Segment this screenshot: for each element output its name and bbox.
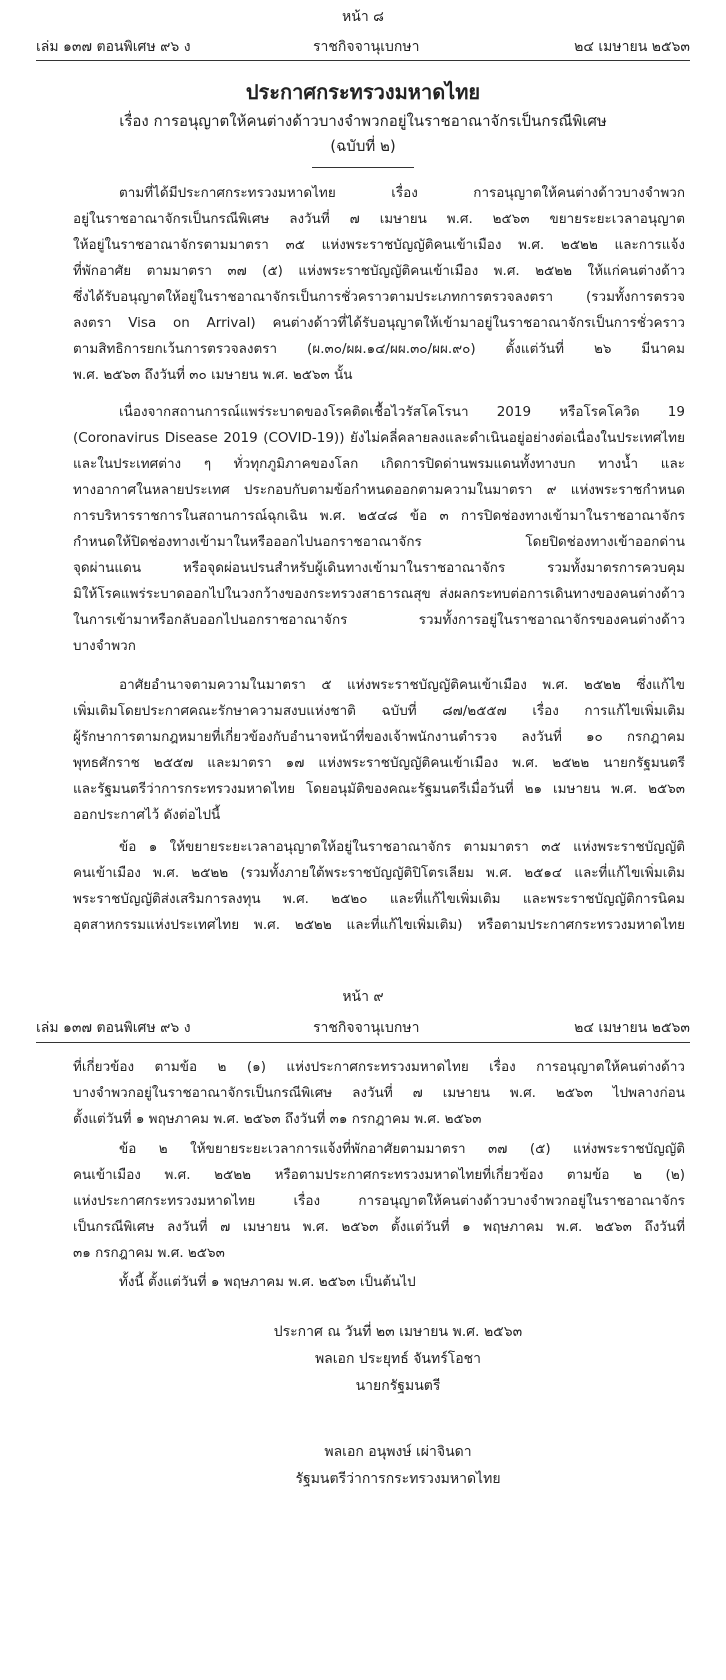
announcement-subject: เรื่อง การอนุญาตให้คนต่างด้าวบางจำพวกอยู่ในราชอาณาจักรเป็นกรณีพิเศษ [119,112,607,130]
signatory-name-2: พลเอก อนุพงษ์ เผ่าจินดา [324,1444,472,1460]
body-line: เนื่องจากสถานการณ์แพร่ระบาดของโรคติดเชื้อไวรัสโคโรนา 2019 หรือโรคโควิด 19 [119,404,685,420]
header-volume: เล่ม ๑๓๗ ตอนพิเศษ ๙๖ ง [36,1020,191,1036]
header-gazette-name: ราชกิจจานุเบกษา [313,1020,420,1036]
body-line: กำหนดให้ปิดช่องทางเข้ามาในหรือออกไปนอกราชอาณาจักร โดยปิดช่องทางเข้าออกด่าน [73,534,685,550]
body-line: และในประเทศต่าง ๆ ทั่วทุกภูมิภาคของโลก เกิดการปิดด่านพรมแดนทั้งทางบก ทางน้ำ และ [73,456,685,472]
body-line: การบริหารราชการในสถานการณ์ฉุกเฉิน พ.ศ. ๒๕๔๘ ข้อ ๓ การปิดช่องทางเข้ามาในราชอาณาจักร [73,508,685,524]
body-line: ตามสิทธิการยกเว้นการตรวจลงตรา (ผ.๓๐/ผผ.๑๔/ผผ.๓๐/ผผ.๙๐) ตั้งแต่วันที่ ๒๖ มีนาคม [73,341,685,357]
signatory-title-1: นายกรัฐมนตรี [355,1378,441,1394]
signatory-name-1: พลเอก ประยุทธ์ จันทร์โอชา [314,1351,482,1367]
header-gazette-name: ราชกิจจานุเบกษา [313,39,420,55]
body-line: ข้อ ๒ ให้ขยายระยะเวลาการแจ้งที่พักอาศัยตามมาตรา ๓๗ (๕) แห่งพระราชบัญญัติ [119,1141,685,1157]
signatory-title-2: รัฐมนตรีว่าการกระทรวงมหาดไทย [295,1471,501,1487]
body-line: ข้อ ๑ ให้ขยายระยะเวลาอนุญาตให้อยู่ในราชอาณาจักร ตามมาตรา ๓๕ แห่งพระราชบัญญัติ [119,839,685,855]
body-line: ตามที่ได้มีประกาศกระทรวงมหาดไทย เรื่อง การอนุญาตให้คนต่างด้าวบางจำพวก [119,185,685,201]
header-date: ๒๔ เมษายน ๒๕๖๓ [574,1020,690,1036]
gazette-page-9 [0,986,726,1680]
body-line: และรัฐมนตรีว่าการกระทรวงมหาดไทย โดยอนุมัติของคณะรัฐมนตรีเมื่อวันที่ ๒๑ เมษายน พ.ศ. ๒๕๖๓ [73,781,685,797]
announcement-title: ประกาศกระทรวงมหาดไทย [245,80,481,104]
header-divider [36,1042,690,1043]
header-volume: เล่ม ๑๓๗ ตอนพิเศษ ๙๖ ง [36,39,191,55]
body-line: แห่งประกาศกระทรวงมหาดไทย เรื่อง การอนุญาตให้คนต่างด้าวบางจำพวกอยู่ในราชอาณาจักร [73,1193,685,1209]
body-line: ลงตรา Visa on Arrival) คนต่างด้าวที่ได้รับอนุญาตให้เข้ามาอยู่ในราชอาณาจักรเป็นการชั่วคราว [73,315,685,331]
page-number: หน้า ๙ [342,989,384,1005]
announcement-edition: (ฉบับที่ ๒) [330,137,396,155]
header-divider [36,60,690,61]
body-line: ที่พักอาศัย ตามมาตรา ๓๗ (๕) แห่งพระราชบัญญัติคนเข้าเมือง พ.ศ. ๒๕๒๒ ให้แก่คนต่างด้าว [73,263,685,279]
body-line: ผู้รักษาการตามกฎหมายที่เกี่ยวข้องกับอำนาจหน้าที่ของเจ้าพนักงานตำรวจ ลงวันที่ ๑๐ กรกฎาคม [73,729,685,745]
body-line: ตั้งแต่วันที่ ๑ พฤษภาคม พ.ศ. ๒๕๖๓ ถึงวันที่ ๓๑ กรกฎาคม พ.ศ. ๒๕๖๓ [73,1111,482,1127]
body-line: มิให้โรคแพร่ระบาดออกไปในวงกว้างของกระทรวงสาธารณสุข ส่งผลกระทบต่อการเดินทางของคนต่างด้าว [73,586,685,602]
body-line: อุตสาหกรรมแห่งประเทศไทย พ.ศ. ๒๕๒๒ และที่แก้ไขเพิ่มเติม) หรือตามประกาศกระทรวงมหาดไทย [73,917,685,933]
title-underline [312,167,414,168]
signature-date: ประกาศ ณ วันที่ ๒๓ เมษายน พ.ศ. ๒๕๖๓ [273,1324,523,1340]
body-line: บางจำพวก [73,638,136,654]
header-date: ๒๔ เมษายน ๒๕๖๓ [574,39,690,55]
body-line: อาศัยอำนาจตามความในมาตรา ๕ แห่งพระราชบัญญัติคนเข้าเมือง พ.ศ. ๒๕๒๒ ซึ่งแก้ไข [119,677,685,693]
body-line: ซึ่งได้รับอนุญาตให้อยู่ในราชอาณาจักรเป็นการชั่วคราวตามประเภทการตรวจลงตรา (รวมทั้งการตรวจ [73,289,685,305]
body-line: ทั้งนี้ ตั้งแต่วันที่ ๑ พฤษภาคม พ.ศ. ๒๕๖๓ เป็นต้นไป [119,1274,416,1290]
body-line: คนเข้าเมือง พ.ศ. ๒๕๒๒ (รวมทั้งภายใต้พระราชบัญญัติปิโตรเลียม พ.ศ. ๒๕๑๔ และที่แก้ไขเพิ่มเติม [73,865,685,881]
body-line: พระราชบัญญัติส่งเสริมการลงทุน พ.ศ. ๒๕๒๐ และที่แก้ไขเพิ่มเติม และพระราชบัญญัติการนิคม [73,891,685,907]
page-number: หน้า ๘ [342,9,384,25]
body-line: ทางอากาศในหลายประเทศ ประกอบกับตามข้อกำหนดออกตามความในมาตรา ๙ แห่งพระราชกำหนด [73,482,685,498]
body-line: จุดผ่านแดน หรือจุดผ่อนปรนสำหรับผู้เดินทางเข้ามาในราชอาณาจักร รวมทั้งมาตรการควบคุม [73,560,685,576]
body-line: อยู่ในราชอาณาจักรเป็นกรณีพิเศษ ลงวันที่ ๗ เมษายน พ.ศ. ๒๕๖๓ ขยายระยะเวลาอนุญาต [73,211,685,227]
body-line: เป็นกรณีพิเศษ ลงวันที่ ๗ เมษายน พ.ศ. ๒๕๖๓ ตั้งแต่วันที่ ๑ พฤษภาคม พ.ศ. ๒๕๖๓ ถึงวันที่ [73,1219,685,1235]
body-line: ให้อยู่ในราชอาณาจักรตามมาตรา ๓๕ แห่งพระราชบัญญัติคนเข้าเมือง พ.ศ. ๒๕๒๒ และการแจ้ง [73,237,685,253]
body-line: (Coronavirus Disease 2019 (COVID-19)) ยังไม่คลี่คลายลงและดำเนินอยู่อย่างต่อเนื่องในประเทศไทย [73,430,685,446]
body-line: บางจำพวกอยู่ในราชอาณาจักรเป็นกรณีพิเศษ ลงวันที่ ๗ เมษายน พ.ศ. ๒๕๖๓ ไปพลางก่อน [73,1085,685,1101]
body-line: พุทธศักราช ๒๕๕๗ และมาตรา ๑๗ แห่งพระราชบัญญัติคนเข้าเมือง พ.ศ. ๒๕๒๒ นายกรัฐมนตรี [73,755,685,771]
body-line: ที่เกี่ยวข้อง ตามข้อ ๒ (๑) แห่งประกาศกระทรวงมหาดไทย เรื่อง การอนุญาตให้คนต่างด้าว [73,1059,685,1075]
body-line: ๓๑ กรกฎาคม พ.ศ. ๒๕๖๓ [73,1245,225,1261]
body-line: เพิ่มเติมโดยประกาศคณะรักษาความสงบแห่งชาติ ฉบับที่ ๘๗/๒๕๕๗ เรื่อง การแก้ไขเพิ่มเติม [73,703,685,719]
body-line: คนเข้าเมือง พ.ศ. ๒๕๒๒ หรือตามประกาศกระทรวงมหาดไทยที่เกี่ยวข้อง ตามข้อ ๒ (๒) [73,1167,685,1183]
body-line: พ.ศ. ๒๕๖๓ ถึงวันที่ ๓๐ เมษายน พ.ศ. ๒๕๖๓ นั้น [73,367,353,383]
body-line: ออกประกาศไว้ ดังต่อไปนี้ [73,807,221,823]
body-line: ในการเข้ามาหรือกลับออกไปนอกราชอาณาจักร รวมทั้งการอยู่ในราชอาณาจักรของคนต่างด้าว [73,612,685,628]
